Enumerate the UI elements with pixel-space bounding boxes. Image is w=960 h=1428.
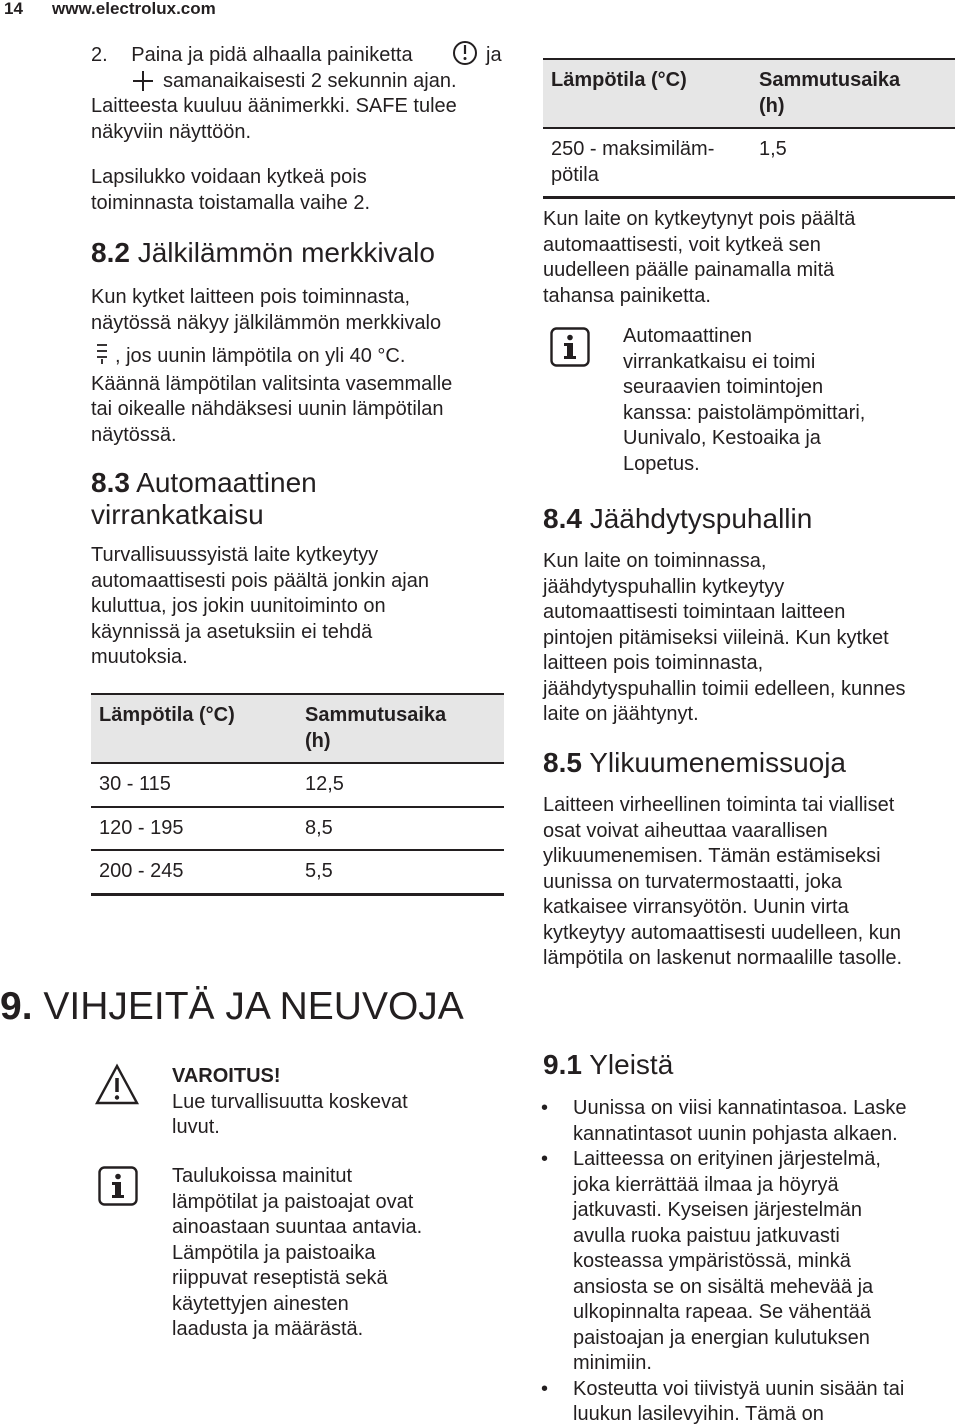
list-item [541,1147,959,1377]
b1-line-1: Uunissa on viisi kannatintasoa. Laske [573,1097,907,1119]
table-cell-time: 1,5 [751,128,955,198]
warning-line-2: luvut. [172,1116,220,1138]
chapter-9-heading [0,985,464,1029]
header-line-2: (h) [759,94,785,117]
bullet-icon: • [541,1148,549,1170]
info-line-7: laadusta ja määrästä. [172,1318,364,1340]
child-lock-line-2: toiminnasta toistamalla vaihe 2. [91,191,371,214]
child-lock-line-1: Lapsilukko voidaan kytkeä pois [91,166,367,188]
info-line-4: Lämpötila ja paistoaika [172,1241,376,1264]
clock-button-icon [451,39,479,67]
section-8-3-heading [91,467,317,531]
b2-line-7: ulkopinnalta rapeaa. Se vähentää [573,1301,872,1323]
table-cell-time: 12,5 [297,763,504,807]
table-cell-temp [543,128,751,198]
warning-title: VAROITUS! [172,1065,281,1087]
table-row [543,128,955,198]
b2-line-8: paistoajan ja energian kulutuksen [573,1326,870,1349]
s82-line-6: näytössä. [91,423,177,446]
bullet-icon: • [541,1097,549,1119]
list-item [541,1096,959,1147]
info-block-right [623,324,953,477]
s84-line-2: jäähdytyspuhallin kytkeytyy [543,575,785,598]
s84-line-1: Kun laite on toiminnassa, [543,550,767,572]
info-line-2: lämpötilat ja paistoajat ovat [172,1190,414,1213]
warning-block [172,1064,502,1141]
shutoff-table [91,693,504,896]
b2-line-4: avulla ruoka paistuu jatkuvasti [573,1224,840,1247]
s83-line-2: automaattisesti pois päältä jonkin ajan [91,569,429,592]
s82-line-5: tai oikealle nähdäksesi uunin lämpötilan [91,398,444,420]
header-line-1: Sammutusaika [759,69,901,91]
cell-line-2: pötila [551,163,599,186]
page-number: 14 [4,0,23,18]
info-line-1: Taulukoissa mainitut [172,1165,353,1187]
b3-line-1: Kosteutta voi tiivistyä uunin sisään tai [573,1377,905,1400]
restart-line-4: tahansa painiketta. [543,284,711,307]
shutoff-table-continued [543,58,955,199]
section-title-line-1: Automaattinen [136,467,317,498]
warning-icon [94,1062,140,1108]
section-number: 8.2 [91,237,130,268]
table-cell-temp: 200 - 245 [91,850,297,894]
step-2-line-3: Laitteesta kuuluu äänimerkki. SAFE tulee [91,95,457,117]
section-8-4-body [543,549,958,728]
s85-line-1: Laitteen virheellinen toiminta tai vialliset [543,794,895,816]
s83-line-1: Turvallisuussyistä laite kytkeytyy [91,544,379,566]
s85-line-2: osat voivat aiheuttaa vaarallisen [543,819,828,842]
info-line-2: virrankatkaisu ei toimi [623,350,816,373]
b2-line-1: Laitteessa on erityinen järjestelmä, [573,1148,881,1170]
step-2-number: 2. [91,44,108,66]
table-cell-temp: 120 - 195 [91,807,297,851]
chapter-number: 9. [0,985,33,1028]
section-8-2-heading [91,237,435,269]
step-2-line-4: näkyviin näyttöön. [91,120,252,143]
table-header-row [543,59,955,128]
b3-line-2: luukun lasilevyihin. Tämä on [573,1403,824,1425]
section-8-2-body [91,285,511,448]
table-header-shutoff [751,59,955,128]
table-header-temperature: Lämpötila (°C) [91,694,297,763]
restart-note [543,207,958,309]
section-number: 8.4 [543,503,582,534]
bullet-icon: • [541,1377,549,1400]
b2-line-5: kosteassa ympäristössä, minkä [573,1250,851,1272]
section-title: Yleistä [589,1049,674,1080]
warning-line-1: Lue turvallisuutta koskevat [172,1090,408,1113]
info-line-6: käytettyjen ainesten [172,1292,349,1315]
site-url: www.electrolux.com [52,0,216,18]
section-8-5-heading [543,747,846,779]
restart-line-3: uudelleen päälle painamalla mitä [543,259,835,281]
step-2 [91,43,511,145]
section-title-line-2: virrankatkaisu [91,499,264,530]
section-number: 8.3 [91,467,130,498]
child-lock-note [91,165,511,216]
section-8-4-heading [543,503,812,535]
table-row [91,850,504,894]
section-9-1-heading [543,1049,673,1081]
s82-line-4: Käännä lämpötilan valitsinta vasemmalle [91,372,453,395]
table-header-row [91,694,504,763]
tips-list [541,1096,959,1428]
info-line-4: kanssa: paistolämpömittari, [623,401,866,424]
list-item [541,1377,959,1428]
s84-line-3: automaattisesti toimintaan laitteen [543,601,846,623]
s82-line-3: , jos uunin lämpötila on yli 40 °C. [115,345,406,367]
s83-line-3: kuluttua, jos jokin uunitoiminto on [91,595,386,617]
cell-line-1: 250 - maksimiläm- [551,138,715,160]
section-number: 9.1 [543,1049,582,1080]
info-line-5: Uunivalo, Kestoaika ja [623,427,821,449]
s85-line-6: kytkeytyy automaattisesti uudelleen, kun [543,921,901,944]
table-cell-time: 8,5 [297,807,504,851]
section-8-5-body [543,793,958,972]
restart-line-2: automaattisesti, voit kytkeä sen [543,233,821,256]
b2-line-9: minimiin. [573,1352,652,1374]
section-number: 8.5 [543,747,582,778]
info-block-left [172,1164,502,1343]
s85-line-5: katkaisee virransyötön. Uunin virta [543,896,849,918]
step-2-text: Paina ja pidä alhaalla painiketta [131,44,413,66]
s85-line-4: uunissa on turvatermostaatti, joka [543,870,843,893]
table-cell-time: 5,5 [297,850,504,894]
table-header-temperature: Lämpötila (°C) [543,59,751,128]
info-line-3: seuraavien toimintojen [623,376,824,398]
b2-line-2: joka kierrättää ilmaa ja höyryä [573,1173,839,1196]
b2-line-6: ansiosta se on sisältä mehevää ja [573,1275,874,1298]
chapter-title: VIHJEITÄ JA NEUVOJA [43,985,464,1028]
section-8-3-body [91,543,511,671]
section-title: Ylikuumenemissuoja [589,747,847,778]
table-row [91,763,504,807]
step-2-and: ja [486,44,502,66]
s84-line-6: jäähdytyspuhallin toimii edelleen, kunnes [543,677,906,700]
s84-line-7: laite on jäähtynyt. [543,703,699,725]
s84-line-5: laitteen pois toiminnasta, [543,652,764,674]
table-cell-temp: 30 - 115 [91,763,297,807]
s85-line-7: lämpötila on laskenut normaalille tasolle. [543,947,903,969]
table-row [91,807,504,851]
step-2-line-2: samanaikaisesti 2 sekunnin ajan. [163,69,457,92]
b1-line-2: kannatintasot uunin pohjasta alkaen. [573,1122,898,1145]
s83-line-5: muutoksia. [91,646,188,668]
table-header-shutoff [297,694,504,763]
header-line-2: (h) [305,729,331,752]
s85-line-3: ylikuumenemisen. Tämän estämiseksi [543,845,881,867]
s84-line-4: pintojen pitämiseksi viileinä. Kun kytket [543,626,889,649]
b2-line-3: jatkuvasti. Kyseisen järjestelmän [573,1199,863,1221]
restart-line-1: Kun laite on kytkeytynyt pois päältä [543,208,856,230]
info-line-1: Automaattinen [623,325,752,347]
header-line-1: Sammutusaika [305,704,447,726]
s82-line-1: Kun kytket laitteen pois toiminnasta, [91,286,411,308]
section-title: Jälkilämmön merkkivalo [137,237,435,268]
info-icon [98,1166,138,1206]
plus-button-icon [129,67,157,95]
section-title: Jäähdytyspuhallin [589,503,813,534]
info-line-3: ainoastaan suuntaa antavia. [172,1216,423,1238]
s83-line-4: käynnissä ja asetuksiin ei tehdä [91,620,373,643]
s82-line-2: näytössä näkyy jälkilämmön merkkivalo [91,311,442,334]
info-line-5: riippuvat reseptistä sekä [172,1267,388,1289]
info-icon [550,327,590,367]
info-line-6: Lopetus. [623,452,700,475]
residual-heat-icon [95,342,109,366]
